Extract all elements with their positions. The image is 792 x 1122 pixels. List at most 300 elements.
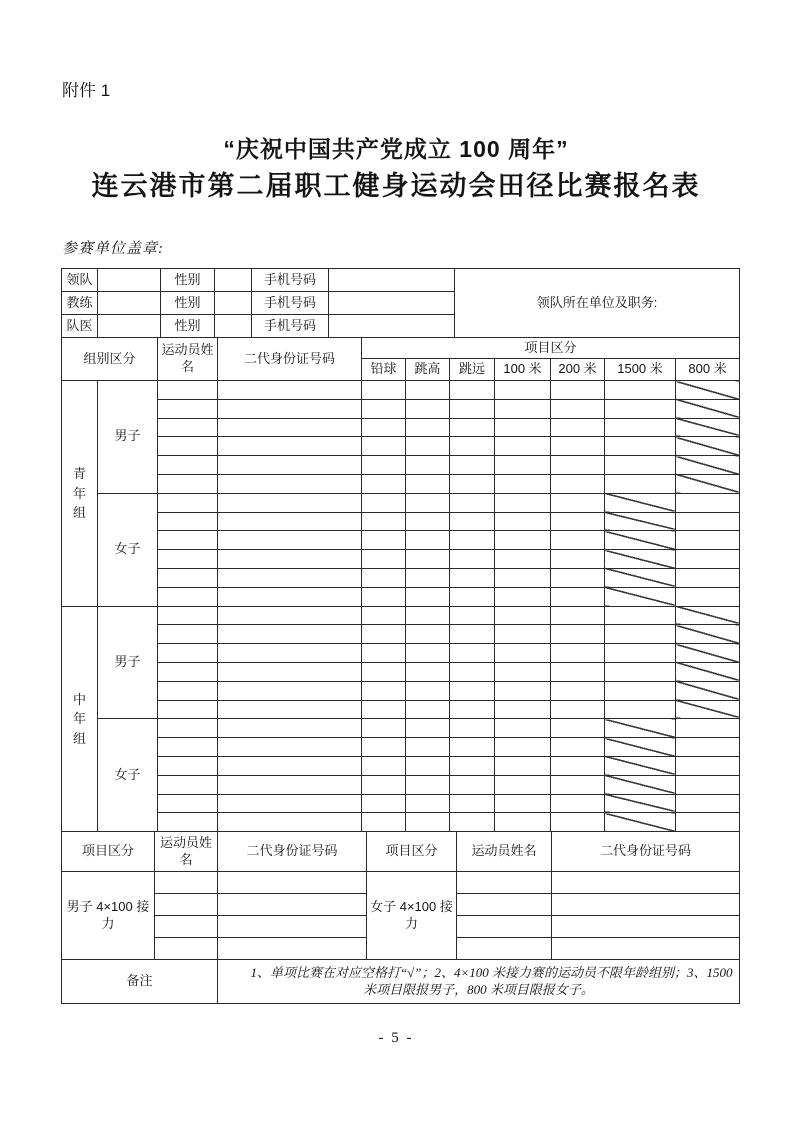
event-cell-blocked: [605, 813, 676, 832]
athlete-name-cell: [158, 474, 218, 493]
relay-name-cell: [155, 916, 218, 938]
event-cell: [406, 606, 450, 625]
id-number-cell: [218, 493, 362, 512]
id-number-cell: [218, 794, 362, 813]
event-cell: [551, 418, 605, 437]
event-cell: [676, 550, 740, 569]
event-cell: [362, 437, 406, 456]
event-cell: [495, 644, 551, 663]
athlete-name-cell: [158, 756, 218, 775]
roster-row: [62, 625, 740, 644]
gender-section-label: 男子: [98, 606, 158, 719]
event-cell: [362, 700, 406, 719]
event-cell: [551, 775, 605, 794]
roster-row: [62, 738, 740, 757]
roster-row: [62, 700, 740, 719]
id-number-cell: [218, 381, 362, 400]
event-cell: [676, 775, 740, 794]
event-cell: [362, 606, 406, 625]
id-number-cell: [218, 644, 362, 663]
registration-form: [61, 268, 739, 1004]
roster-row: [62, 531, 740, 550]
event-cell: [676, 531, 740, 550]
event-cell: [551, 794, 605, 813]
official-row-leader: [62, 269, 740, 292]
page-number: - 5 -: [378, 1030, 414, 1046]
event-cell: [551, 756, 605, 775]
event-cell: [495, 381, 551, 400]
event-cell: [551, 568, 605, 587]
event-cell: [362, 381, 406, 400]
athlete-name-cell: [158, 381, 218, 400]
event-cell: [406, 813, 450, 832]
roster-row: [62, 606, 740, 625]
event-cell: [406, 625, 450, 644]
event-cell: [362, 474, 406, 493]
roster-header-row-1: [62, 338, 740, 359]
gender-value-cell: [215, 292, 252, 315]
relay-id-cell: [218, 938, 367, 960]
event-cell: [551, 512, 605, 531]
relay-id-header-left: 二代身份证号码: [218, 832, 367, 872]
relay-id-cell: [218, 872, 367, 894]
event-cell: [362, 550, 406, 569]
relay-id-cell: [218, 916, 367, 938]
event-cell: [362, 418, 406, 437]
roster-row: [62, 512, 740, 531]
id-number-cell: [218, 813, 362, 832]
event-header-1500m: 1500 米: [605, 359, 676, 381]
event-cell: [605, 681, 676, 700]
event-cell: [362, 662, 406, 681]
event-cell: [362, 644, 406, 663]
event-cell-blocked: [676, 456, 740, 475]
event-cell: [450, 775, 495, 794]
id-number-cell: [218, 775, 362, 794]
relay-name-header-right: 运动员姓名: [457, 832, 552, 872]
event-header-100m: 100 米: [495, 359, 551, 381]
id-number-cell: [218, 681, 362, 700]
event-cell: [450, 381, 495, 400]
gender-section-label: 女子: [98, 719, 158, 832]
relay-name-cell: [457, 872, 552, 894]
roster-row: [62, 813, 740, 832]
event-cell-blocked: [605, 756, 676, 775]
roster-row: [62, 681, 740, 700]
event-cell: [605, 418, 676, 437]
id-number-cell: [218, 625, 362, 644]
event-cell-blocked: [605, 719, 676, 738]
role-name-cell: [98, 292, 161, 315]
remark-text: 1、单项比赛在对应空格打“√”；2、4×100 米接力赛的运动员不限年龄组别；3、1500 米项目限报男子，800 米项目限报女子。: [218, 960, 740, 1004]
phone-label: 手机号码: [252, 269, 329, 292]
event-cell-blocked: [676, 681, 740, 700]
event-cell-blocked: [605, 568, 676, 587]
event-cell-blocked: [676, 606, 740, 625]
relay-id-cell: [552, 916, 740, 938]
id-number-cell: [218, 756, 362, 775]
relay-name-cell: [155, 894, 218, 916]
athlete-name-cell: [158, 568, 218, 587]
event-cell: [406, 775, 450, 794]
roster-row: [62, 568, 740, 587]
event-cell: [406, 437, 450, 456]
event-cell: [605, 399, 676, 418]
event-cell: [676, 813, 740, 832]
event-cell: [551, 474, 605, 493]
athlete-name-cell: [158, 700, 218, 719]
roster-row: [62, 493, 740, 512]
athlete-name-cell: [158, 550, 218, 569]
event-cell: [450, 456, 495, 475]
seal-label: 参赛单位盖章:: [62, 241, 164, 257]
event-cell: [551, 644, 605, 663]
event-cell: [450, 625, 495, 644]
event-cell: [450, 700, 495, 719]
roster-row: [62, 437, 740, 456]
event-cell: [495, 550, 551, 569]
id-number-cell: [218, 662, 362, 681]
event-cell: [551, 399, 605, 418]
id-number-cell: [218, 700, 362, 719]
phone-value-cell: [329, 292, 455, 315]
leader-unit-title-cell: 领队所在单位及职务:: [455, 269, 740, 338]
relay-id-cell: [552, 938, 740, 960]
gender-label: 性别: [161, 315, 215, 338]
athlete-name-cell: [158, 399, 218, 418]
event-cell-blocked: [676, 644, 740, 663]
event-cell-blocked: [676, 662, 740, 681]
event-cell: [676, 738, 740, 757]
event-cell: [450, 644, 495, 663]
event-cell: [495, 813, 551, 832]
gender-section-label: 女子: [98, 493, 158, 606]
event-cell: [605, 644, 676, 663]
event-cell: [495, 606, 551, 625]
event-header-200m: 200 米: [551, 359, 605, 381]
event-cell: [676, 756, 740, 775]
event-cell: [676, 719, 740, 738]
athlete-name-cell: [158, 493, 218, 512]
role-name-cell: [98, 315, 161, 338]
event-cell: [450, 512, 495, 531]
attachment-label: 附件 1: [62, 81, 111, 100]
event-cell: [406, 418, 450, 437]
event-cell: [406, 719, 450, 738]
event-cell: [406, 568, 450, 587]
event-cell: [450, 437, 495, 456]
roster-row: [62, 756, 740, 775]
event-cell: [495, 587, 551, 606]
event-cell: [362, 512, 406, 531]
event-cell: [450, 606, 495, 625]
gender-value-cell: [215, 269, 252, 292]
relay-event-header-right: 项目区分: [367, 832, 457, 872]
relay-name-cell: [155, 938, 218, 960]
event-cell: [551, 550, 605, 569]
group-label-middle-age: 中年组: [62, 606, 98, 832]
relay-name-cell: [155, 872, 218, 894]
event-cell: [605, 381, 676, 400]
event-cell-blocked: [676, 437, 740, 456]
event-cell: [406, 738, 450, 757]
event-cell: [495, 625, 551, 644]
event-cell: [495, 456, 551, 475]
title-line-1: “庆祝中国共产党成立 100 周年”: [223, 136, 569, 162]
event-cell: [495, 794, 551, 813]
remark-label: 备注: [62, 960, 218, 1004]
event-cell: [495, 738, 551, 757]
roster-row: [62, 474, 740, 493]
role-label: 领队: [62, 269, 98, 292]
roster-row: [62, 587, 740, 606]
relay-id-cell: [552, 894, 740, 916]
athlete-name-cell: [158, 794, 218, 813]
event-cell: [605, 662, 676, 681]
athlete-name-cell: [158, 437, 218, 456]
event-cell: [450, 550, 495, 569]
event-cell: [362, 775, 406, 794]
id-number-cell: [218, 456, 362, 475]
relay-header-row: [62, 832, 740, 872]
event-cell-blocked: [605, 493, 676, 512]
athlete-name-cell: [158, 775, 218, 794]
event-cell-blocked: [676, 399, 740, 418]
event-cell: [495, 700, 551, 719]
event-cell-blocked: [605, 512, 676, 531]
event-cell: [551, 606, 605, 625]
id-number-cell: [218, 399, 362, 418]
event-cell: [495, 531, 551, 550]
relay-id-cell: [552, 872, 740, 894]
event-cell: [551, 738, 605, 757]
athlete-name-cell: [158, 813, 218, 832]
id-number-cell: [218, 418, 362, 437]
athlete-name-cell: [158, 456, 218, 475]
phone-label: 手机号码: [252, 292, 329, 315]
event-cell: [450, 756, 495, 775]
event-cell: [362, 587, 406, 606]
phone-value-cell: [329, 269, 455, 292]
roster-row: [62, 456, 740, 475]
event-cell: [495, 756, 551, 775]
roster-row: [62, 399, 740, 418]
roster-row: [62, 719, 740, 738]
roster-row: [62, 381, 740, 400]
relay-name-cell: [457, 916, 552, 938]
event-cell-blocked: [605, 550, 676, 569]
event-cell: [362, 493, 406, 512]
id-number-cell: [218, 474, 362, 493]
event-cell: [551, 662, 605, 681]
title-line-2: 连云港市第二届职工健身运动会田径比赛报名表: [91, 171, 701, 201]
roster-row: [62, 550, 740, 569]
officials-table: [61, 268, 740, 338]
id-number-cell: [218, 531, 362, 550]
event-cell-blocked: [676, 418, 740, 437]
event-cell: [450, 399, 495, 418]
id-number-cell: [218, 568, 362, 587]
id-number-cell: [218, 587, 362, 606]
event-cell: [406, 756, 450, 775]
event-cell: [551, 719, 605, 738]
event-header-highjump: 跳高: [406, 359, 450, 381]
event-cell: [450, 738, 495, 757]
event-cell-blocked: [605, 531, 676, 550]
event-cell: [551, 531, 605, 550]
athlete-name-cell: [158, 418, 218, 437]
athlete-name-cell: [158, 738, 218, 757]
event-cell: [406, 531, 450, 550]
event-cell-blocked: [605, 794, 676, 813]
event-cell: [450, 662, 495, 681]
event-cell: [362, 813, 406, 832]
events-group-header: 项目区分: [362, 338, 740, 359]
event-cell: [362, 719, 406, 738]
event-cell: [362, 531, 406, 550]
event-cell: [605, 700, 676, 719]
event-cell: [551, 813, 605, 832]
event-cell: [362, 625, 406, 644]
event-cell: [362, 399, 406, 418]
relay-event-header-left: 项目区分: [62, 832, 155, 872]
event-cell: [495, 493, 551, 512]
event-cell: [450, 418, 495, 437]
event-header-800m: 800 米: [676, 359, 740, 381]
relay-id-header-right: 二代身份证号码: [552, 832, 740, 872]
event-cell: [495, 775, 551, 794]
event-cell: [450, 813, 495, 832]
role-label: 教练: [62, 292, 98, 315]
event-cell: [605, 606, 676, 625]
athlete-name-cell: [158, 625, 218, 644]
event-cell: [676, 568, 740, 587]
event-cell: [551, 625, 605, 644]
event-cell: [406, 681, 450, 700]
event-cell: [605, 456, 676, 475]
event-cell-blocked: [605, 775, 676, 794]
event-cell: [551, 493, 605, 512]
event-cell: [450, 568, 495, 587]
id-number-cell: [218, 606, 362, 625]
event-cell: [676, 493, 740, 512]
event-cell: [406, 381, 450, 400]
gender-value-cell: [215, 315, 252, 338]
mens-relay-label: 男子 4×100 接力: [62, 872, 155, 960]
id-number-cell: [218, 512, 362, 531]
athlete-name-cell: [158, 644, 218, 663]
relay-name-cell: [457, 938, 552, 960]
event-cell: [362, 568, 406, 587]
athlete-name-cell: [158, 531, 218, 550]
relay-id-cell: [218, 894, 367, 916]
relay-name-cell: [457, 894, 552, 916]
athlete-name-cell: [158, 719, 218, 738]
event-cell-blocked: [676, 700, 740, 719]
group-column-header: 组别区分: [62, 338, 158, 381]
gender-label: 性别: [161, 269, 215, 292]
phone-value-cell: [329, 315, 455, 338]
event-cell: [450, 493, 495, 512]
roster-table: [61, 337, 740, 832]
event-cell: [450, 794, 495, 813]
event-cell: [362, 681, 406, 700]
event-cell: [406, 399, 450, 418]
athlete-name-cell: [158, 587, 218, 606]
event-cell: [362, 456, 406, 475]
event-cell-blocked: [605, 738, 676, 757]
womens-relay-label: 女子 4×100 接力: [367, 872, 457, 960]
id-number-column-header: 二代身份证号码: [218, 338, 362, 381]
event-cell: [495, 681, 551, 700]
event-cell: [406, 587, 450, 606]
event-cell: [406, 512, 450, 531]
event-cell: [495, 512, 551, 531]
athlete-name-cell: [158, 681, 218, 700]
roster-row: [62, 794, 740, 813]
event-cell-blocked: [605, 587, 676, 606]
event-cell: [450, 681, 495, 700]
id-number-cell: [218, 719, 362, 738]
event-cell: [406, 794, 450, 813]
event-cell: [676, 794, 740, 813]
event-cell-blocked: [676, 625, 740, 644]
event-cell: [406, 550, 450, 569]
event-cell: [676, 587, 740, 606]
event-header-shotput: 铅球: [362, 359, 406, 381]
event-cell: [450, 474, 495, 493]
event-cell: [362, 738, 406, 757]
event-cell: [495, 418, 551, 437]
event-cell: [551, 456, 605, 475]
event-cell: [450, 531, 495, 550]
event-cell: [362, 794, 406, 813]
event-cell: [605, 625, 676, 644]
event-cell: [362, 756, 406, 775]
event-cell: [551, 437, 605, 456]
event-header-longjump: 跳远: [450, 359, 495, 381]
document-title: [0, 132, 792, 206]
event-cell: [495, 662, 551, 681]
relay-table: [61, 831, 740, 1004]
event-cell: [605, 474, 676, 493]
roster-row: [62, 775, 740, 794]
roster-body: [62, 381, 740, 832]
athlete-name-cell: [158, 662, 218, 681]
athlete-name-column-header: 运动员姓名: [158, 338, 218, 381]
role-name-cell: [98, 269, 161, 292]
relay-name-header-left: 运动员姓名: [155, 832, 218, 872]
remark-row: [62, 960, 740, 1004]
event-cell: [406, 456, 450, 475]
roster-row: [62, 418, 740, 437]
event-cell: [676, 512, 740, 531]
athlete-name-cell: [158, 606, 218, 625]
gender-section-label: 男子: [98, 381, 158, 494]
role-label: 队医: [62, 315, 98, 338]
event-cell: [406, 644, 450, 663]
event-cell: [450, 587, 495, 606]
id-number-cell: [218, 738, 362, 757]
roster-row: [62, 662, 740, 681]
roster-row: [62, 644, 740, 663]
event-cell: [406, 474, 450, 493]
event-cell: [450, 719, 495, 738]
event-cell: [605, 437, 676, 456]
id-number-cell: [218, 550, 362, 569]
event-cell: [495, 474, 551, 493]
event-cell: [495, 719, 551, 738]
